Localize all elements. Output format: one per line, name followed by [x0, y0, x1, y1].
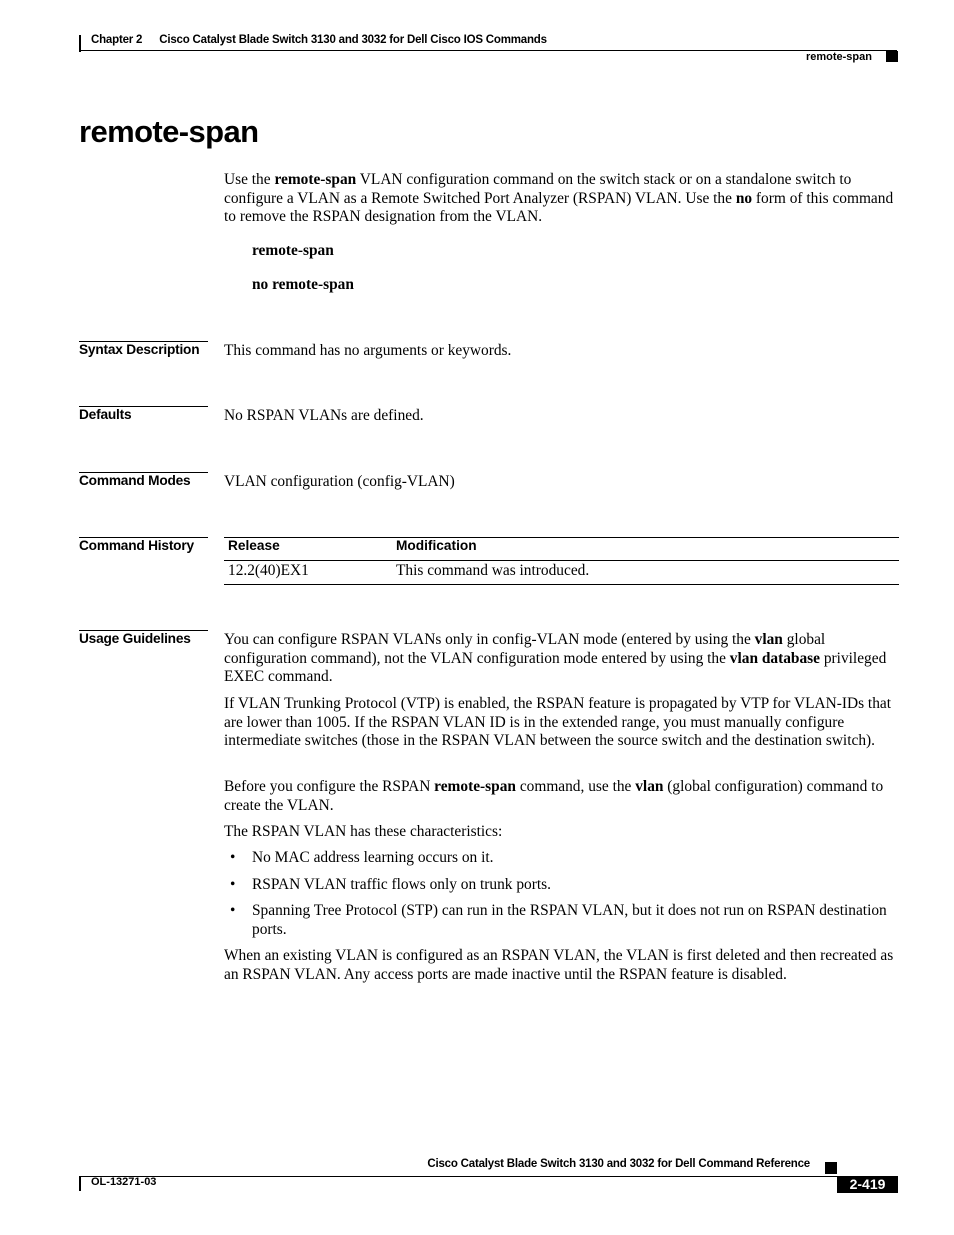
defaults-text: No RSPAN VLANs are defined.	[224, 407, 424, 424]
chapter-number: Chapter 2	[91, 34, 143, 46]
footer-rule	[79, 1176, 897, 1177]
history-table-release-cell: 12.2(40)EX1	[228, 562, 309, 579]
history-table-modification-cell: This command was introduced.	[396, 562, 590, 579]
header-rule	[79, 50, 897, 51]
list-item: Spanning Tree Protocol (STP) can run in the RSPAN VLAN, but it does not run on RSPAN destination ports.	[252, 902, 887, 938]
usage-paragraph-2: If VLAN Trunking Protocol (VTP) is enabled, the RSPAN feature is propagated by VTP for VLAN-IDs that are lower than 1005. If the RSPAN VLAN ID is in the extended range, you must manually configure intermediate switches (those in the RSPAN VLAN between the source switch and the destination switch).	[224, 695, 892, 750]
usage-paragraph-1: You can configure RSPAN VLANs only in config-VLAN mode (entered by using the vlan global configuration command), not the VLAN configuration mode entered by using the vlan database privileged EXEC command.	[224, 631, 887, 686]
bullet-marker: •	[230, 902, 236, 919]
history-table-header-rule	[224, 560, 899, 561]
footer-book-title: Cisco Catalyst Blade Switch 3130 and 3032 for Dell Command Reference	[427, 1158, 810, 1170]
syntax-line-1: remote-span	[252, 242, 334, 259]
bullet-marker: •	[230, 876, 236, 893]
chapter-title: Cisco Catalyst Blade Switch 3130 and 3032 for Dell Cisco IOS Commands	[159, 34, 547, 46]
history-table-header-release: Release	[228, 538, 280, 553]
usage-paragraph-5: When an existing VLAN is configured as an RSPAN VLAN, the VLAN is first deleted and then recreated as an RSPAN VLAN. Any access ports are made inactive until the RSPAN feature is disabled.	[224, 947, 894, 983]
footer-marker-block	[825, 1162, 837, 1174]
bullet-marker: •	[230, 849, 236, 866]
section-label-defaults: Defaults	[79, 407, 132, 422]
section-label-syntax-description: Syntax Description	[79, 342, 200, 357]
footer-doc-number: OL-13271-03	[91, 1176, 157, 1188]
usage-paragraph-3: Before you configure the RSPAN remote-span command, use the vlan (global configuration) command to create the VLAN.	[224, 778, 884, 814]
history-table-bottom-rule	[224, 584, 899, 585]
footer-page-number: 2-419	[837, 1176, 898, 1193]
history-table-header-modification: Modification	[396, 538, 477, 553]
intro-paragraph: Use the remote-span VLAN configuration command on the switch stack or on a standalone switch to configure a VLAN as a Remote Switched Port Analyzer (RSPAN) VLAN. Use the no form of this command to remove the RSPAN designation from the VLAN.	[224, 171, 894, 226]
list-item: No MAC address learning occurs on it.	[252, 849, 494, 866]
section-label-usage-guidelines: Usage Guidelines	[79, 631, 191, 646]
syntax-line-2: no remote-span	[252, 276, 354, 293]
command-keyword: remote-span	[274, 171, 357, 188]
history-table-top-rule	[224, 537, 899, 538]
section-label-command-modes: Command Modes	[79, 473, 191, 488]
header-running-title: remote-span	[805, 51, 872, 63]
page-title: remote-span	[79, 114, 259, 149]
header-chapter	[91, 34, 547, 46]
usage-paragraph-4: The RSPAN VLAN has these characteristics:	[224, 823, 503, 840]
section-label-command-history: Command History	[79, 538, 194, 553]
command-modes-text: VLAN configuration (config-VLAN)	[224, 473, 455, 490]
header-marker-block	[886, 51, 898, 62]
list-item: RSPAN VLAN traffic flows only on trunk ports.	[252, 876, 551, 893]
syntax-description-text: This command has no arguments or keywords.	[224, 342, 512, 359]
no-keyword: no	[735, 189, 753, 207]
footer-rule-vertical	[79, 1176, 81, 1191]
